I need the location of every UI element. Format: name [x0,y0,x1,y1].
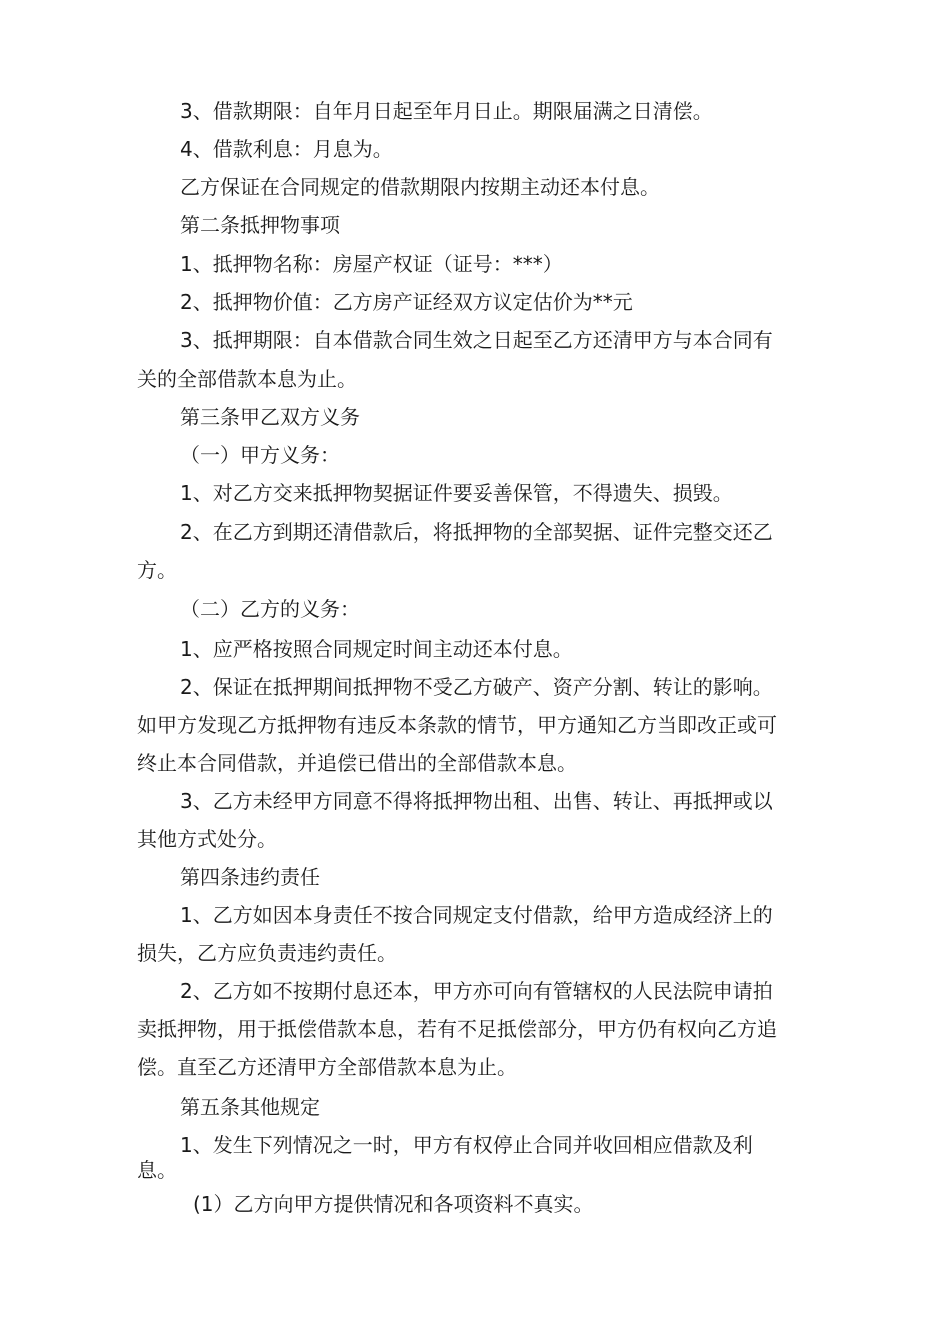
party-a-obligation-2-line-1: 2、在乙方到期还清借款后，将抵押物的全部契据、证件完整交还乙 [180,520,773,544]
party-b-obligation-2-line-1: 2、保证在抵押期间抵押物不受乙方破产、资产分割、转让的影响。 [180,675,773,699]
article-2-heading: 第二条抵押物事项 [180,213,340,237]
party-b-obligation-3-line-2: 其他方式处分。 [137,827,277,851]
party-a-obligation-2-line-2: 方。 [137,558,177,582]
liability-2-line-1: 2、乙方如不按期付息还本，甲方亦可向有管辖权的人民法院申请拍 [180,979,773,1003]
liability-2-line-3: 偿。直至乙方还清甲方全部借款本息为止。 [137,1055,517,1079]
loan-term-line: 3、借款期限：自年月日起至年月日止。期限届满之日清偿。 [180,99,713,123]
collateral-name-line: 1、抵押物名称：房屋产权证（证号：***） [180,252,563,276]
article-3-heading: 第三条甲乙双方义务 [180,405,360,429]
repayment-guarantee-line: 乙方保证在合同规定的借款期限内按期主动还本付息。 [180,175,660,199]
other-provision-1-line-2: 息。 [137,1158,177,1182]
party-a-obligations-heading: （一）甲方义务： [180,443,340,467]
pledge-term-line-2: 关的全部借款本息为止。 [137,367,357,391]
party-b-obligation-2-line-2: 如甲方发现乙方抵押物有违反本条款的情节，甲方通知乙方当即改正或可 [137,713,777,737]
party-b-obligation-3-line-1: 3、乙方未经甲方同意不得将抵押物出租、出售、转让、再抵押或以 [180,789,773,813]
collateral-value-line: 2、抵押物价值：乙方房产证经双方议定估价为**元 [180,290,633,314]
other-provision-item-1: (1）乙方向甲方提供情况和各项资料不真实。 [193,1192,594,1216]
liability-1-line-2: 损失，乙方应负责违约责任。 [137,941,397,965]
pledge-term-line-1: 3、抵押期限：自本借款合同生效之日起至乙方还清甲方与本合同有 [180,328,773,352]
party-a-obligation-1: 1、对乙方交来抵押物契据证件要妥善保管，不得遗失、损毁。 [180,481,733,505]
party-b-obligation-2-line-3: 终止本合同借款，并追偿已借出的全部借款本息。 [137,751,577,775]
party-b-obligations-heading: （二）乙方的义务： [180,597,360,621]
party-b-obligation-1: 1、应严格按照合同规定时间主动还本付息。 [180,637,573,661]
article-4-heading: 第四条违约责任 [180,865,320,889]
liability-1-line-1: 1、乙方如因本身责任不按合同规定支付借款，给甲方造成经济上的 [180,903,773,927]
article-5-heading: 第五条其他规定 [180,1095,320,1119]
liability-2-line-2: 卖抵押物，用于抵偿借款本息，若有不足抵偿部分，甲方仍有权向乙方追 [137,1017,777,1041]
other-provision-1-line-1: 1、发生下列情况之一时，甲方有权停止合同并收回相应借款及利 [180,1133,753,1157]
loan-interest-line: 4、借款利息：月息为。 [180,137,393,161]
